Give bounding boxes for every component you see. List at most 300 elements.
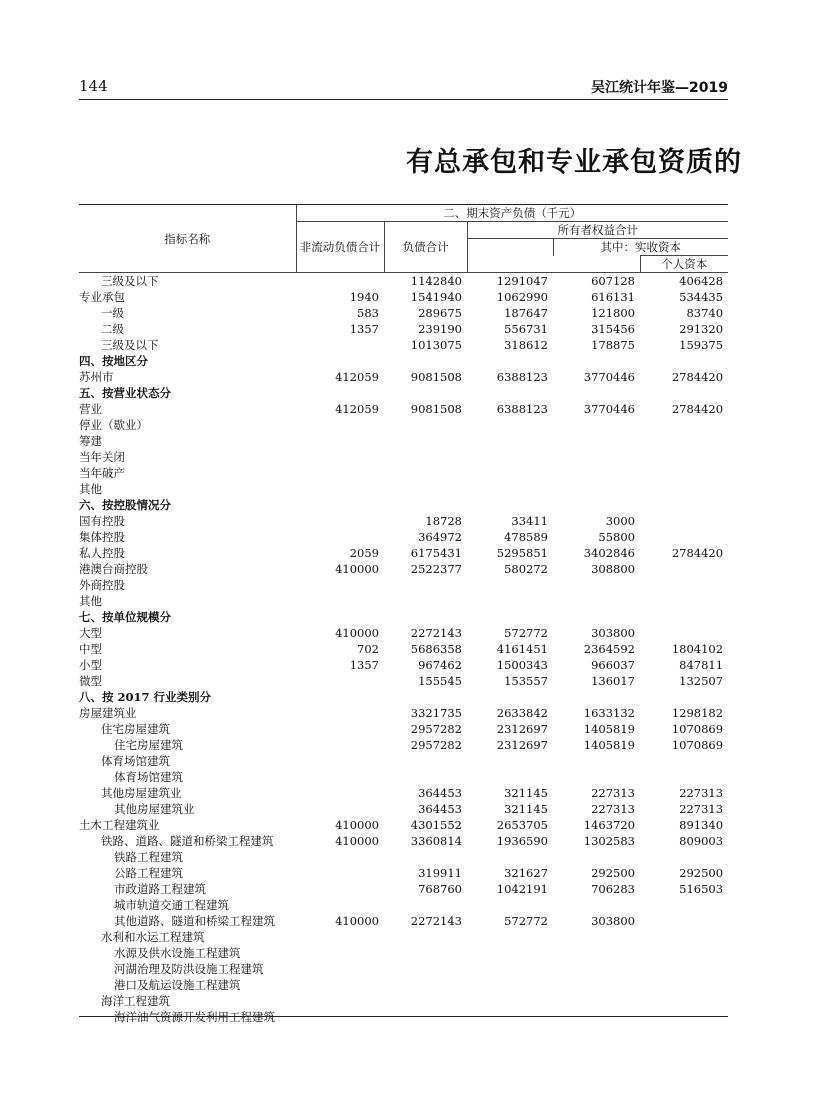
cell-value: 178875 — [591, 338, 635, 352]
cell-value: 1633132 — [583, 706, 635, 720]
cell-value — [467, 449, 553, 465]
table-row — [79, 657, 728, 673]
cell-value — [467, 897, 553, 913]
cell-value: 1070869 — [671, 722, 724, 736]
noncurrent-header: 非流动负债合计 — [296, 222, 384, 273]
row-label: 住宅房屋建筑 — [114, 738, 183, 752]
row-label: 海洋油气资源开发利用工程建筑 — [114, 1010, 275, 1024]
row-label: 国有控股 — [79, 514, 125, 528]
cell-value — [640, 481, 728, 497]
cell-value — [467, 929, 553, 945]
table-row — [79, 401, 728, 417]
indicator-header: 指标名称 — [79, 205, 296, 273]
cell-value: 809003 — [679, 834, 724, 848]
row-label: 其他道路、隧道和桥梁工程建筑 — [114, 914, 275, 928]
cell-value: 315456 — [591, 322, 635, 336]
cell-value: 534435 — [679, 290, 724, 304]
cell-value: 136017 — [591, 674, 635, 688]
page-number: 144 — [79, 77, 108, 95]
cell-value: 2272143 — [410, 626, 462, 640]
cell-value — [384, 993, 467, 1009]
cell-value — [640, 497, 728, 513]
table-row — [79, 881, 728, 897]
row-label: 七、按单位规模分 — [79, 610, 171, 624]
cell-value: 706283 — [591, 882, 635, 896]
cell-value: 3770446 — [583, 402, 635, 416]
table-row — [79, 993, 728, 1009]
row-label: 其他房屋建筑业 — [114, 802, 195, 816]
cell-value — [467, 945, 553, 961]
cell-value — [296, 673, 384, 689]
cell-value — [553, 433, 640, 449]
table-row — [79, 769, 728, 785]
cell-value — [553, 929, 640, 945]
table-row — [79, 785, 728, 801]
table-row — [79, 641, 728, 657]
header-rule — [79, 99, 728, 100]
cell-value — [553, 577, 640, 593]
cell-value — [384, 385, 467, 401]
cell-value — [553, 753, 640, 769]
row-label: 房屋建筑业 — [79, 706, 137, 720]
table-row — [79, 721, 728, 737]
cell-value — [640, 465, 728, 481]
row-label: 当年破产 — [79, 466, 125, 480]
cell-value: 478589 — [504, 530, 548, 544]
cell-value: 321145 — [504, 802, 548, 816]
row-label: 水利和水运工程建筑 — [101, 930, 205, 944]
row-label: 海洋工程建筑 — [101, 994, 170, 1008]
table-row — [79, 945, 728, 961]
cell-value — [467, 385, 553, 401]
table-row — [79, 289, 728, 305]
row-label: 私人控股 — [79, 546, 125, 560]
table-row — [79, 433, 728, 449]
row-label: 苏州市 — [79, 370, 114, 384]
cell-value — [467, 849, 553, 865]
cell-value — [384, 497, 467, 513]
row-label: 城市轨道交通工程建筑 — [114, 898, 229, 912]
cell-value: 2364592 — [583, 642, 635, 656]
cell-value: 2784420 — [671, 402, 724, 416]
cell-value — [467, 433, 553, 449]
cell-value — [553, 945, 640, 961]
cell-value: 9081508 — [410, 402, 462, 416]
cell-value — [640, 961, 728, 977]
cell-value — [640, 625, 728, 641]
cell-value — [640, 929, 728, 945]
cell-value — [553, 449, 640, 465]
cell-value — [640, 561, 728, 577]
row-label: 集体控股 — [79, 530, 125, 544]
cell-value: 1405819 — [583, 738, 635, 752]
cell-value: 556731 — [504, 322, 548, 336]
cell-value — [296, 881, 384, 897]
cell-value: 412059 — [335, 402, 379, 416]
cell-value — [296, 865, 384, 881]
cell-value — [384, 465, 467, 481]
cell-value — [296, 273, 384, 290]
cell-value — [640, 993, 728, 1009]
cell-value — [296, 529, 384, 545]
cell-value — [467, 993, 553, 1009]
cell-value: 227313 — [591, 786, 635, 800]
cell-value: 227313 — [679, 786, 724, 800]
cell-value — [296, 593, 384, 609]
table-row — [79, 689, 728, 705]
table-row — [79, 929, 728, 945]
cell-value: 364453 — [418, 802, 462, 816]
cell-value — [384, 977, 467, 993]
cell-value — [467, 609, 553, 625]
cell-value — [296, 801, 384, 817]
cell-value: 292500 — [591, 866, 635, 880]
row-label: 河湖治理及防洪设施工程建筑 — [114, 962, 264, 976]
cell-value: 18728 — [425, 514, 462, 528]
cell-value: 4301552 — [410, 818, 462, 832]
cell-value — [296, 513, 384, 529]
cell-value: 1936590 — [496, 834, 548, 848]
cell-value — [553, 897, 640, 913]
cell-value — [640, 913, 728, 929]
row-label: 铁路、道路、隧道和桥梁工程建筑 — [101, 834, 274, 848]
cell-value — [553, 849, 640, 865]
table-row — [79, 561, 728, 577]
cell-value — [384, 449, 467, 465]
table-row — [79, 513, 728, 529]
cell-value — [467, 977, 553, 993]
cell-value: 1062990 — [496, 290, 548, 304]
cell-value: 2633842 — [496, 706, 548, 720]
table-row — [79, 1009, 728, 1025]
cell-value: 153557 — [504, 674, 548, 688]
cell-value — [467, 353, 553, 369]
cell-value — [467, 481, 553, 497]
cell-value: 2522377 — [410, 562, 462, 576]
row-label: 二级 — [101, 322, 124, 336]
cell-value: 303800 — [591, 626, 635, 640]
cell-value — [467, 465, 553, 481]
cell-value: 1541940 — [410, 290, 462, 304]
cell-value: 364972 — [418, 530, 462, 544]
cell-value: 2784420 — [671, 546, 724, 560]
table-row — [79, 897, 728, 913]
cell-value — [384, 769, 467, 785]
table-row — [79, 417, 728, 433]
table-row — [79, 961, 728, 977]
row-label: 港澳台商控股 — [79, 562, 148, 576]
row-label: 五、按营业状态分 — [79, 386, 171, 400]
table-row — [79, 849, 728, 865]
cell-value — [640, 1009, 728, 1025]
cell-value: 580272 — [504, 562, 548, 576]
cell-value: 319911 — [418, 866, 462, 880]
cell-value: 1298182 — [671, 706, 724, 720]
cell-value — [467, 1009, 553, 1025]
cell-value: 847811 — [679, 658, 724, 672]
cell-value — [296, 385, 384, 401]
paidin-spacer — [553, 256, 640, 273]
cell-value: 83740 — [686, 306, 724, 320]
cell-value — [384, 593, 467, 609]
cell-value: 3321735 — [410, 706, 462, 720]
table-row — [79, 305, 728, 321]
row-label: 港口及航运设施工程建筑 — [114, 978, 241, 992]
cell-value — [296, 481, 384, 497]
cell-value — [296, 433, 384, 449]
cell-value — [640, 609, 728, 625]
cell-value: 607128 — [591, 274, 635, 288]
cell-value — [640, 849, 728, 865]
cell-value: 406428 — [679, 274, 724, 288]
cell-value — [553, 497, 640, 513]
equity-spacer — [467, 239, 553, 273]
cell-value — [467, 417, 553, 433]
cell-value — [384, 577, 467, 593]
table-row — [79, 817, 728, 833]
cell-value: 1013075 — [410, 338, 462, 352]
row-label: 营业 — [79, 402, 102, 416]
cell-value: 289675 — [418, 306, 462, 320]
cell-value: 321627 — [504, 866, 548, 880]
cell-value — [296, 705, 384, 721]
cell-value — [384, 961, 467, 977]
cell-value: 364453 — [418, 786, 462, 800]
group-header: 二、期末资产负债（千元） — [296, 205, 728, 222]
cell-value — [553, 481, 640, 497]
table-row — [79, 321, 728, 337]
table-row — [79, 481, 728, 497]
cell-value — [384, 753, 467, 769]
cell-value: 1500343 — [496, 658, 548, 672]
cell-value: 3770446 — [583, 370, 635, 384]
cell-value — [553, 417, 640, 433]
table-row — [79, 449, 728, 465]
cell-value — [296, 929, 384, 945]
cell-value: 2784420 — [671, 370, 724, 384]
cell-value — [640, 417, 728, 433]
cell-value: 1940 — [349, 290, 379, 304]
cell-value: 292500 — [679, 866, 724, 880]
cell-value: 967462 — [418, 658, 462, 672]
table-header — [79, 205, 728, 273]
cell-value — [296, 961, 384, 977]
row-label: 停业（歇业） — [79, 418, 148, 432]
debt-header: 负债合计 — [384, 222, 467, 273]
row-label: 三级及以下 — [101, 338, 159, 352]
table-body — [79, 273, 728, 1026]
personal-header: 个人资本 — [640, 256, 728, 273]
cell-value: 1142840 — [410, 274, 462, 288]
cell-value — [640, 385, 728, 401]
cell-value: 121800 — [591, 306, 635, 320]
cell-value — [384, 433, 467, 449]
cell-value — [296, 993, 384, 1009]
row-label: 八、按 2017 行业类别分 — [79, 690, 212, 704]
bottom-rule — [79, 1016, 728, 1017]
row-label: 六、按控股情况分 — [79, 498, 171, 512]
table-row — [79, 593, 728, 609]
cell-value — [640, 577, 728, 593]
cell-value — [640, 353, 728, 369]
row-label: 公路工程建筑 — [114, 866, 183, 880]
row-label: 体育场馆建筑 — [101, 754, 170, 768]
cell-value — [384, 849, 467, 865]
book-title: 吴江统计年鉴—2019 — [591, 80, 728, 96]
row-label: 土木工程建筑业 — [79, 818, 160, 832]
cell-value — [640, 513, 728, 529]
cell-value: 891340 — [679, 818, 724, 832]
cell-value — [467, 753, 553, 769]
cell-value — [296, 849, 384, 865]
cell-value — [296, 753, 384, 769]
cell-value — [467, 689, 553, 705]
table-row — [79, 801, 728, 817]
cell-value — [296, 465, 384, 481]
cell-value — [640, 977, 728, 993]
row-label: 其他房屋建筑业 — [101, 786, 182, 800]
cell-value: 1042191 — [496, 882, 548, 896]
cell-value: 155545 — [418, 674, 462, 688]
cell-value — [296, 785, 384, 801]
cell-value — [296, 897, 384, 913]
cell-value: 583 — [357, 306, 379, 320]
cell-value: 4161451 — [496, 642, 548, 656]
cell-value: 33411 — [511, 514, 548, 528]
cell-value — [296, 417, 384, 433]
cell-value: 1070869 — [671, 738, 724, 752]
row-label: 中型 — [79, 642, 102, 656]
table-row — [79, 353, 728, 369]
cell-value: 5295851 — [496, 546, 548, 560]
cell-value: 516503 — [679, 882, 724, 896]
row-label: 当年关闭 — [79, 450, 125, 464]
table-row — [79, 337, 728, 353]
cell-value: 1357 — [349, 322, 379, 336]
cell-value — [384, 417, 467, 433]
cell-value: 768760 — [418, 882, 462, 896]
table-row — [79, 273, 728, 290]
cell-value: 1357 — [349, 658, 379, 672]
row-label: 小型 — [79, 658, 102, 672]
cell-value — [553, 593, 640, 609]
cell-value: 410000 — [335, 818, 379, 832]
row-label: 四、按地区分 — [79, 354, 148, 368]
cell-value — [553, 961, 640, 977]
cell-value — [296, 737, 384, 753]
cell-value: 308800 — [591, 562, 635, 576]
cell-value: 3402846 — [583, 546, 635, 560]
row-label: 其他 — [79, 594, 102, 608]
cell-value: 1405819 — [583, 722, 635, 736]
table-row — [79, 497, 728, 513]
cell-value — [296, 609, 384, 625]
cell-value — [384, 945, 467, 961]
cell-value — [296, 353, 384, 369]
cell-value: 410000 — [335, 626, 379, 640]
cell-value — [553, 977, 640, 993]
cell-value — [296, 337, 384, 353]
cell-value — [640, 753, 728, 769]
cell-value: 2272143 — [410, 914, 462, 928]
cell-value — [296, 497, 384, 513]
table-row — [79, 369, 728, 385]
cell-value — [467, 593, 553, 609]
row-label: 大型 — [79, 626, 102, 640]
cell-value — [467, 497, 553, 513]
cell-value — [553, 465, 640, 481]
cell-value — [640, 433, 728, 449]
cell-value: 412059 — [335, 370, 379, 384]
cell-value: 6388123 — [496, 402, 548, 416]
row-label: 一级 — [101, 306, 124, 320]
table-row — [79, 609, 728, 625]
cell-value: 3000 — [605, 514, 635, 528]
cell-value: 321145 — [504, 786, 548, 800]
table-row — [79, 529, 728, 545]
table-row — [79, 865, 728, 881]
cell-value: 410000 — [335, 914, 379, 928]
cell-value: 410000 — [335, 562, 379, 576]
cell-value — [296, 449, 384, 465]
cell-value — [553, 609, 640, 625]
cell-value — [384, 353, 467, 369]
table-row — [79, 977, 728, 993]
row-label: 市政道路工程建筑 — [114, 882, 206, 896]
cell-value — [553, 1009, 640, 1025]
cell-value — [467, 769, 553, 785]
cell-value: 2312697 — [496, 722, 548, 736]
paidin-header: 其中：实收资本 — [553, 239, 728, 256]
row-label: 体育场馆建筑 — [114, 770, 183, 784]
row-label: 外商控股 — [79, 578, 125, 592]
row-label: 微型 — [79, 674, 102, 688]
cell-value: 966037 — [591, 658, 635, 672]
cell-value — [553, 993, 640, 1009]
row-label: 铁路工程建筑 — [114, 850, 183, 864]
row-label: 水源及供水设施工程建筑 — [114, 946, 241, 960]
cell-value — [467, 577, 553, 593]
row-label: 筹建 — [79, 434, 102, 448]
cell-value: 2957282 — [410, 738, 462, 752]
table-row — [79, 465, 728, 481]
cell-value — [640, 769, 728, 785]
cell-value: 318612 — [504, 338, 548, 352]
cell-value — [296, 1009, 384, 1025]
cell-value: 6388123 — [496, 370, 548, 384]
table-row — [79, 385, 728, 401]
row-label: 三级及以下 — [101, 274, 159, 288]
cell-value: 702 — [357, 642, 379, 656]
table-row — [79, 673, 728, 689]
cell-value: 239190 — [418, 322, 462, 336]
table-row — [79, 753, 728, 769]
cell-value: 303800 — [591, 914, 635, 928]
equity-header: 所有者权益合计 — [467, 222, 728, 239]
cell-value: 572772 — [504, 626, 548, 640]
table-row — [79, 705, 728, 721]
cell-value: 2059 — [349, 546, 379, 560]
cell-value: 5686358 — [410, 642, 462, 656]
cell-value — [384, 481, 467, 497]
table-row — [79, 625, 728, 641]
cell-value — [384, 609, 467, 625]
cell-value — [640, 897, 728, 913]
cell-value: 572772 — [504, 914, 548, 928]
table-row — [79, 833, 728, 849]
cell-value — [296, 945, 384, 961]
cell-value — [553, 353, 640, 369]
